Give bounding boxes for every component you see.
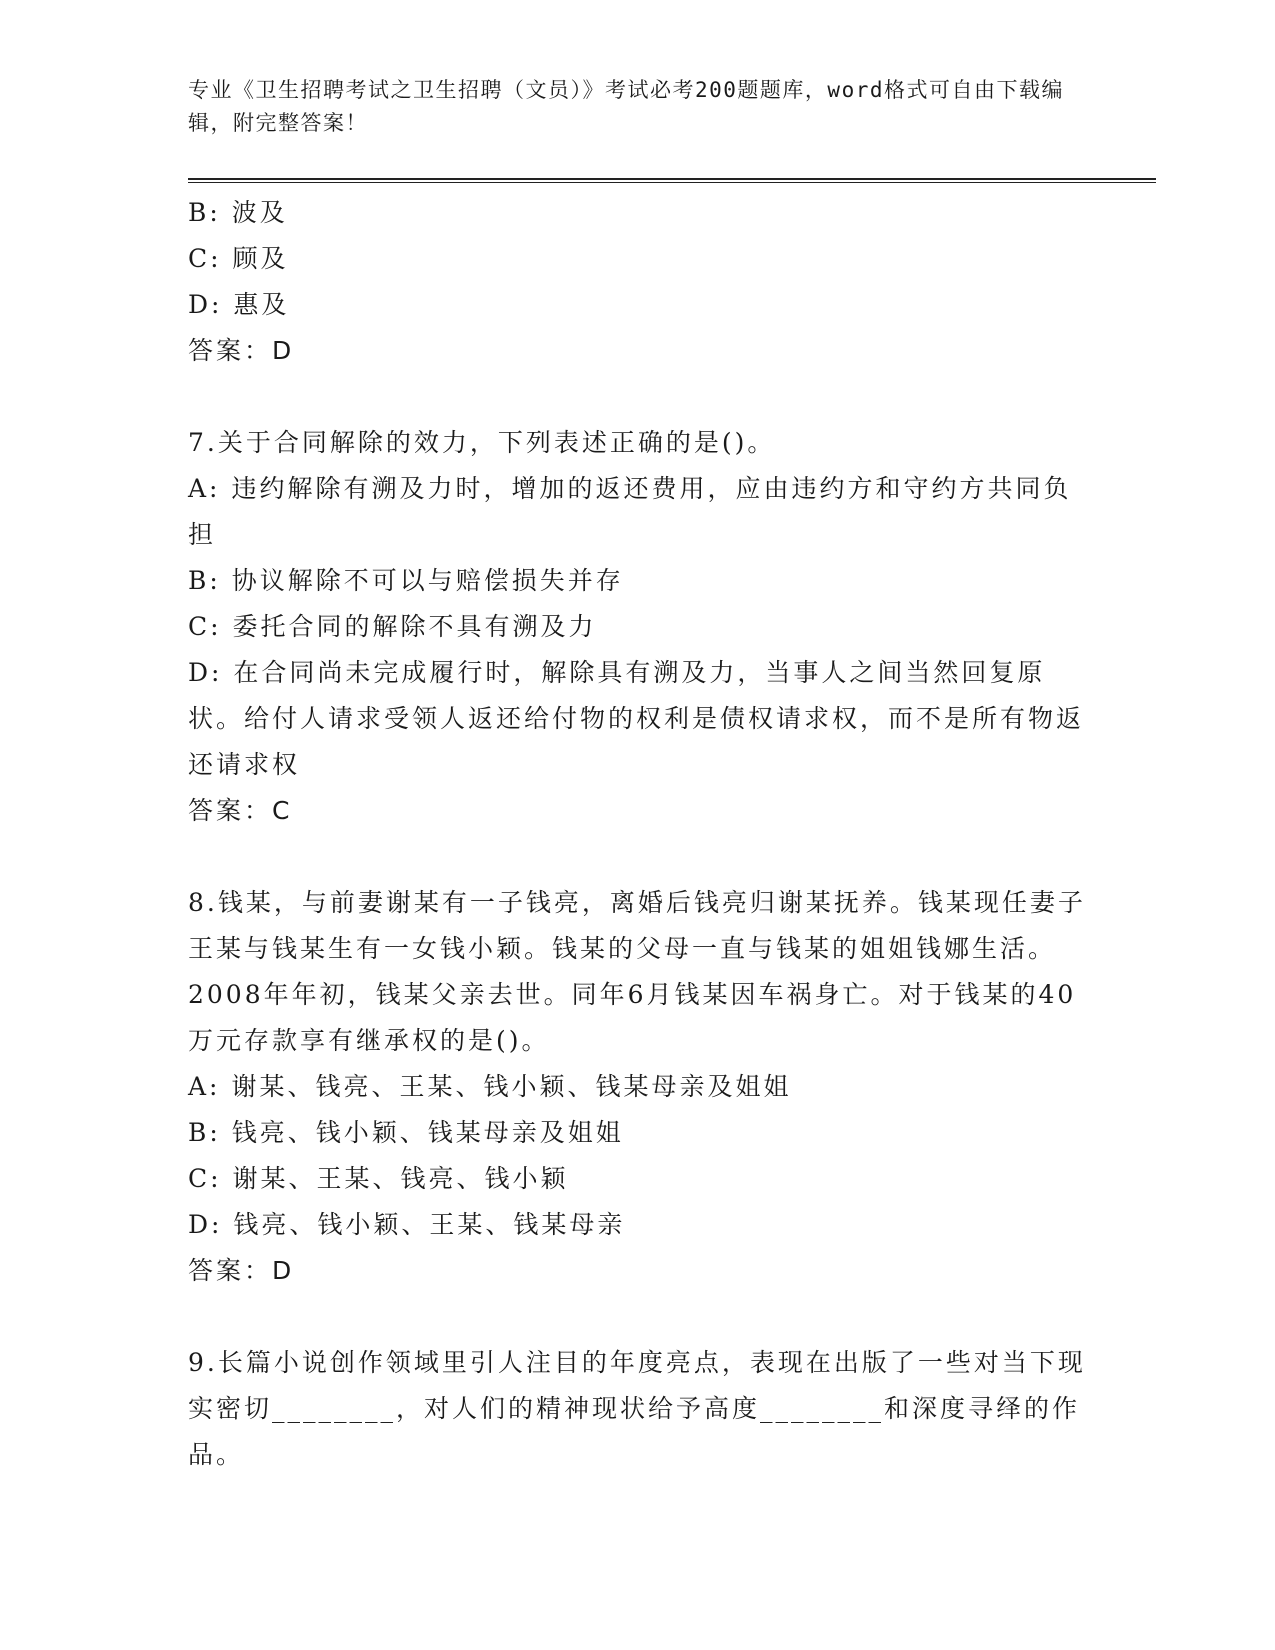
- option-text: 钱亮、钱小颖、王某、钱某母亲: [233, 1210, 626, 1239]
- option-item: [188, 650, 1088, 788]
- question-9: [188, 1340, 1088, 1478]
- option-text: 惠及: [233, 290, 290, 319]
- option-key: B:: [188, 1118, 221, 1147]
- option-text: 钱亮、钱小颖、钱某母亲及姐姐: [231, 1118, 624, 1147]
- question-7: [188, 420, 1088, 834]
- option-text: 违约解除有溯及力时，增加的返还费用，应由违约方和守约方共同负担: [188, 474, 1072, 549]
- option-item: [188, 1156, 1088, 1202]
- option-key: D:: [188, 658, 223, 687]
- option-item: [188, 466, 1088, 558]
- question-8: [188, 880, 1088, 1294]
- option-text: 谢某、王某、钱亮、钱小颖: [232, 1164, 569, 1193]
- option-text: 顾及: [232, 244, 289, 273]
- option-item: [188, 558, 1088, 604]
- option-item: [188, 604, 1088, 650]
- option-item: [188, 236, 1088, 282]
- question-stem: 9.长篇小说创作领域里引人注目的年度亮点，表现在出版了一些对当下现实密切________，对人们的精神现状给予高度________和深度寻绎的作品。: [188, 1348, 1086, 1469]
- option-key: B:: [188, 198, 221, 227]
- option-key: D:: [188, 1210, 223, 1239]
- option-text: 在合同尚未完成履行时，解除具有溯及力，当事人之间当然回复原状。给付人请求受领人返还给付物的权利是债权请求权，而不是所有物返还请求权: [188, 658, 1085, 779]
- answer-line: 答案：D: [188, 336, 295, 365]
- option-key: A:: [188, 1072, 221, 1101]
- option-item: [188, 1110, 1088, 1156]
- option-item: [188, 282, 1088, 328]
- answer-line: 答案：D: [188, 1256, 295, 1285]
- option-text: 协议解除不可以与赔偿损失并存: [231, 566, 624, 595]
- option-key: A:: [188, 474, 221, 503]
- question-stem: 8.钱某，与前妻谢某有一子钱亮，离婚后钱亮归谢某抚养。钱某现任妻子王某与钱某生有一女钱小颖。钱某的父母一直与钱某的姐姐钱娜生活。2008年年初，钱某父亲去世。同年6月钱某因车祸身亡。对于钱某的40万元存款享有继承权的是()。: [188, 888, 1086, 1055]
- previous-question-options: [188, 190, 1088, 374]
- option-key: B:: [188, 566, 221, 595]
- option-item: [188, 1064, 1088, 1110]
- page-header-text: 专业《卫生招聘考试之卫生招聘（文员）》考试必考200题题库，word格式可自由下载编辑，附完整答案！: [188, 78, 1064, 135]
- option-text: 波及: [231, 198, 288, 227]
- option-key: C:: [188, 612, 222, 641]
- answer-line: 答案：C: [188, 796, 293, 825]
- document-body: [188, 190, 1088, 1478]
- option-item: [188, 1202, 1088, 1248]
- option-text: 谢某、钱亮、王某、钱小颖、钱某母亲及姐姐: [231, 1072, 792, 1101]
- option-item: [188, 190, 1088, 236]
- option-key: D:: [188, 290, 223, 319]
- header-divider: [188, 178, 1156, 183]
- question-stem: 7.关于合同解除的效力，下列表述正确的是()。: [188, 428, 776, 457]
- option-key: C:: [188, 1164, 222, 1193]
- option-text: 委托合同的解除不具有溯及力: [232, 612, 597, 641]
- option-key: C:: [188, 244, 222, 273]
